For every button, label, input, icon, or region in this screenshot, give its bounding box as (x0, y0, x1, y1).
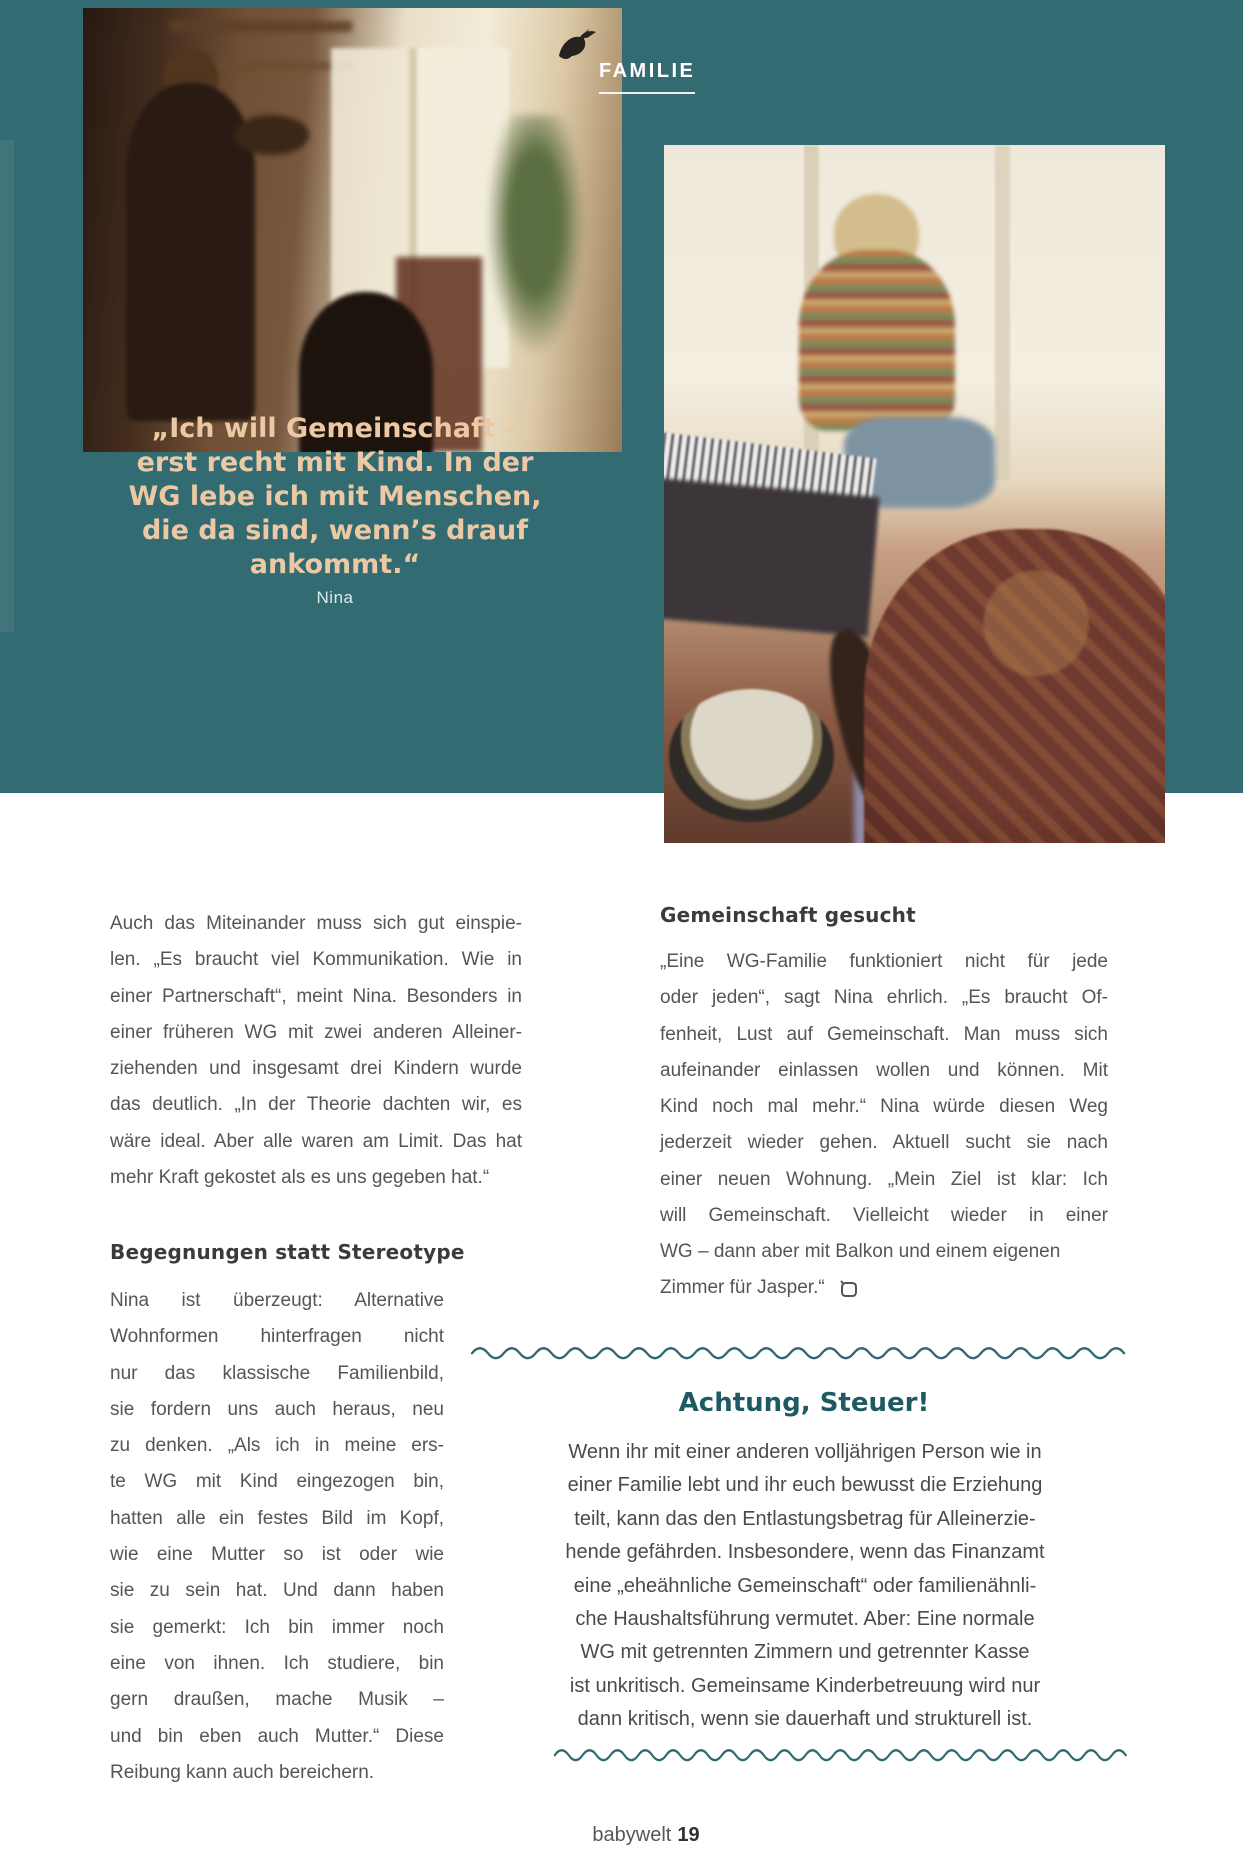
text-line: oder jeden“, sagt Nina ehrlich. „Es braucht Of- (660, 987, 1108, 1009)
text-line: che Haushaltsführung vermutet. Aber: Eine normale (575, 1608, 1035, 1631)
photo-window-frame-shape (995, 145, 1010, 480)
tax-box-text (480, 1436, 1130, 1737)
text-line: hatten alle ein festes Bild im Kopf, (110, 1507, 444, 1529)
text-line: fenheit, Lust auf Gemeinschaft. Man muss sich (660, 1023, 1108, 1045)
text-line: „Ich will Gemeinschaft – (151, 413, 519, 444)
photo-kitchen-scene (83, 8, 622, 452)
text-line: WG mit getrennten Zimmern und getrennter Kasse (580, 1641, 1030, 1664)
photo-drum-shape (669, 689, 834, 822)
text-line: das deutlich. „In der Theorie dachten wir, es (110, 1094, 522, 1116)
photo-piano-shape (664, 477, 880, 636)
text-line: te WG mit Kind eingezogen bin, (110, 1471, 444, 1493)
text-line: sie fordern uns auch heraus, neu (110, 1398, 444, 1420)
photo-plant-shape (487, 115, 584, 355)
photo-arms-shape (234, 115, 309, 155)
text-line: ziehenden und insgesamt drei Kindern wurde (110, 1058, 522, 1080)
wavy-divider-bottom (553, 1742, 1138, 1764)
text-line: einer früheren WG mit zwei anderen Alleiner- (110, 1021, 522, 1043)
section-label: FAMILIE (599, 60, 695, 94)
text-line: hende gefährden. Insbesondere, wenn das Finanzamt (565, 1541, 1045, 1564)
text-line: Kind noch mal mehr.“ Nina würde diesen Weg (660, 1096, 1108, 1118)
text-line: WG – dann aber mit Balkon und einem eigenen (660, 1241, 1061, 1263)
text-line: Wenn ihr mit einer anderen volljährigen Person wie in (568, 1441, 1042, 1463)
page-footer (0, 1824, 1250, 1847)
text-line: teilt, kann das den Entlastungsbetrag für Alleinerzie- (574, 1507, 1036, 1530)
photo-child-blanket-shape (864, 529, 1165, 843)
decorative-strip (0, 140, 14, 632)
text-line: aufeinander einlassen wollen und können. Mit (660, 1059, 1108, 1081)
text-line: „Eine WG-Familie funktioniert nicht für jede (660, 951, 1108, 972)
text-line: Reibung kann auch bereichern. (110, 1761, 375, 1783)
text-line: eine von ihnen. Ich studiere, bin (110, 1652, 444, 1674)
photo-piano-scene (664, 145, 1165, 843)
pull-quote (100, 412, 570, 582)
text-line: Wohnformen hinterfragen nicht (110, 1326, 444, 1348)
paragraph-begegnungen (110, 1283, 444, 1791)
text-line: len. „Es braucht viel Kommunikation. Wie in (110, 949, 522, 971)
text-line: mehr Kraft gekostet als es uns gegeben hat.“ (110, 1167, 490, 1189)
text-line: will Gemeinschaft. Vielleicht wieder in einer (660, 1205, 1108, 1227)
last-line-text: Zimmer für Jasper.“ (660, 1277, 825, 1298)
text-line: Nina ist überzeugt: Alternative (110, 1290, 444, 1311)
text-line: Auch das Miteinander muss sich gut einspie- (110, 913, 522, 934)
text-line: wie eine Mutter so ist oder wie (110, 1544, 444, 1566)
text-line: einer Familie lebt und ihr euch bewusst die Erziehung (567, 1474, 1043, 1497)
paragraph-last-line (660, 1270, 1108, 1306)
text-line: einer Partnerschaft“, meint Nina. Besonders in (110, 985, 522, 1007)
text-line: sie zu sein hat. Und dann haben (110, 1580, 444, 1602)
text-line: dann kritisch, wenn sie dauerhaft und strukturell ist. (577, 1708, 1033, 1731)
text-line: und bin eben auch Mutter.“ Diese (110, 1725, 444, 1747)
paragraph-gemeinschaft (660, 944, 1108, 1271)
subheading-gemeinschaft: Gemeinschaft gesucht (660, 903, 916, 927)
text-line: zu denken. „Als ich in meine ers- (110, 1435, 444, 1457)
text-line: eine „eheähnliche Gemeinschaft“ oder familienähnli- (573, 1574, 1037, 1597)
tax-box-heading: Achtung, Steuer! (678, 1388, 930, 1418)
text-line: gern draußen, mache Musik – (110, 1689, 444, 1711)
wavy-divider-top (470, 1340, 1138, 1362)
text-line: sie gemerkt: Ich bin immer noch (110, 1616, 444, 1638)
quote-attribution: Nina (316, 588, 354, 607)
text-line: nur das klassische Familienbild, (110, 1362, 444, 1384)
text-line: die da sind, wenn’s drauf (141, 515, 529, 546)
bird-icon (551, 22, 597, 64)
magazine-name: babywelt (592, 1824, 672, 1846)
text-line: jederzeit wieder gehen. Aktuell sucht sie nach (660, 1132, 1108, 1154)
text-line: WG lebe ich mit Menschen, (128, 481, 542, 512)
end-of-article-icon (839, 1279, 859, 1299)
text-line: ankommt.“ (249, 549, 421, 580)
text-line: wäre ideal. Aber alle waren am Limit. Das hat (110, 1130, 522, 1152)
text-line: ist unkritisch. Gemeinsame Kinderbetreuung wird nur (569, 1674, 1041, 1697)
paragraph-intro (110, 906, 522, 1196)
photo-person-shape (799, 250, 954, 431)
text-line: einer neuen Wohnung. „Mein Ziel ist klar: Ich (660, 1168, 1108, 1190)
page-number: 19 (677, 1824, 700, 1846)
subheading-begegnungen: Begegnungen statt Stereotype (110, 1240, 465, 1264)
text-line: erst recht mit Kind. In der (136, 447, 534, 478)
